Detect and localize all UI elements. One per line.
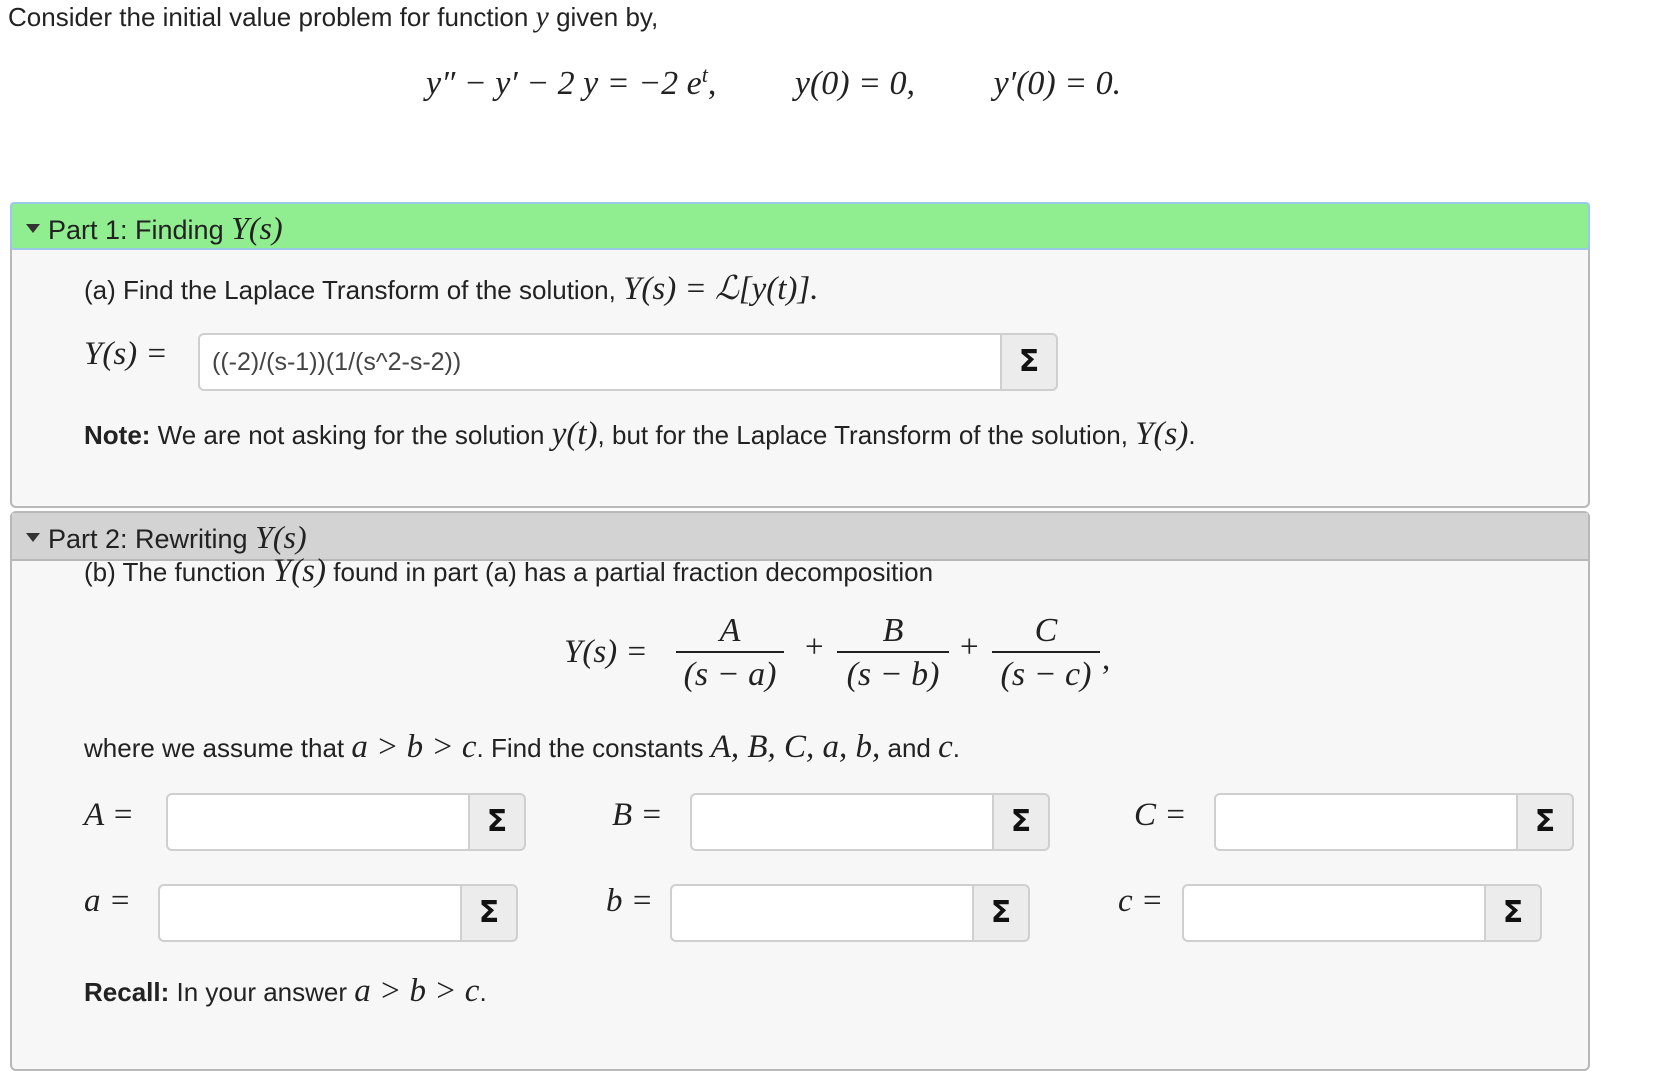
- ode-exponent: t: [701, 62, 708, 87]
- A-input[interactable]: [166, 793, 468, 851]
- C-input[interactable]: [1214, 793, 1516, 851]
- sigma-icon[interactable]: Σ: [460, 884, 518, 942]
- sigma-icon[interactable]: Σ: [468, 793, 526, 851]
- part1-question-math: Y(s) = ℒ[y(t)].: [623, 271, 819, 307]
- ys-answer-label: Y(s) =: [84, 336, 168, 372]
- assume-math: a > b > c: [351, 729, 477, 765]
- B-input-group: [690, 793, 1050, 851]
- A-input-group: [166, 793, 526, 851]
- part1-section: [10, 202, 1590, 508]
- fraction-b: [837, 611, 949, 693]
- assume-text-2: . Find the constants: [476, 733, 711, 763]
- sigma-icon[interactable]: Σ: [1516, 793, 1574, 851]
- sigma-icon[interactable]: Σ: [1000, 333, 1058, 391]
- decomp-lhs: Y(s) =: [564, 634, 648, 670]
- sigma-icon[interactable]: Σ: [1484, 884, 1542, 942]
- part2-title: Part 2: Rewriting: [48, 524, 256, 554]
- last-constant: c: [938, 729, 953, 765]
- B-label: B =: [612, 797, 663, 833]
- plus-sign-2: +: [960, 629, 979, 665]
- initial-condition-1: y(0) = 0,: [794, 65, 916, 103]
- recall-text: [84, 973, 487, 1010]
- a-input-group: [158, 884, 518, 942]
- ys-answer-input[interactable]: ((-2)/(s-1))(1/(s^2-s-2)): [198, 333, 1000, 391]
- sigma-icon[interactable]: Σ: [992, 793, 1050, 851]
- b-input[interactable]: [670, 884, 972, 942]
- fraction-a-numerator: A: [719, 612, 741, 649]
- recall-math: a > b > c: [354, 973, 480, 1009]
- part1-question: [84, 268, 819, 308]
- note-math-1: y(t): [551, 416, 598, 452]
- note-end: .: [1188, 420, 1196, 450]
- part2-question: [84, 553, 933, 590]
- assume-end: .: [952, 733, 960, 763]
- collapse-triangle-icon[interactable]: [26, 533, 40, 542]
- note-math-2: Y(s): [1135, 416, 1189, 452]
- b-input-group: [670, 884, 1030, 942]
- part1-title-math: Y(s): [231, 210, 283, 246]
- part2-section: [10, 511, 1590, 1071]
- A-label: A =: [84, 797, 135, 833]
- intro-text-end: given by,: [548, 2, 659, 32]
- b-label: b =: [606, 883, 654, 919]
- sigma-icon[interactable]: Σ: [972, 884, 1030, 942]
- c-label: c =: [1118, 883, 1164, 919]
- c-input-group: [1182, 884, 1542, 942]
- assume-text-3: and: [880, 733, 939, 763]
- fraction-b-numerator: B: [882, 612, 904, 649]
- decomp-comma: ,: [1102, 641, 1111, 677]
- plus-sign-1: +: [805, 629, 824, 665]
- part2-question-text-2: found in part (a) has a partial fraction decomposition: [326, 557, 934, 587]
- initial-condition-2: y′(0) = 0.: [993, 65, 1122, 103]
- part2-title-math: Y(s): [255, 519, 307, 555]
- intro-text: Consider the initial value problem for function: [8, 2, 536, 32]
- recall-end: .: [479, 977, 487, 1007]
- a-label: a =: [84, 883, 132, 919]
- fraction-b-denominator: (s − b): [846, 656, 940, 693]
- fraction-c: [992, 611, 1100, 693]
- ode-equation: [426, 62, 1121, 103]
- fraction-a: [676, 611, 784, 693]
- fraction-c-denominator: (s − c): [1000, 656, 1092, 693]
- part2-question-math: Y(s): [272, 553, 327, 589]
- assume-text-1: where we assume that: [84, 733, 352, 763]
- part2-question-text-1: (b) The function: [84, 557, 273, 587]
- ys-answer-group: [198, 333, 1058, 391]
- note-text-2: , but for the Laplace Transform of the solution,: [597, 420, 1136, 450]
- assumption-text: [84, 729, 960, 766]
- intro-var: y: [535, 0, 549, 33]
- a-input[interactable]: [158, 884, 460, 942]
- note-label: Note:: [84, 420, 151, 450]
- note-text-1: We are not asking for the solution: [150, 420, 552, 450]
- fraction-c-numerator: C: [1034, 612, 1058, 649]
- recall-label: Recall:: [84, 977, 170, 1007]
- collapse-triangle-icon[interactable]: [26, 224, 40, 233]
- C-input-group: [1214, 793, 1574, 851]
- c-input[interactable]: [1182, 884, 1484, 942]
- ode-comma: ,: [707, 65, 717, 103]
- recall-text-body: In your answer: [169, 977, 355, 1007]
- problem-intro: [8, 0, 658, 34]
- fraction-a-denominator: (s − a): [683, 656, 777, 693]
- constants-math: A, B, C, a, b,: [710, 729, 881, 765]
- part1-title: Part 1: Finding: [48, 215, 232, 245]
- B-input[interactable]: [690, 793, 992, 851]
- C-label: C =: [1134, 797, 1187, 833]
- part1-question-text: (a) Find the Laplace Transform of the solution,: [84, 275, 624, 305]
- part1-header[interactable]: [10, 202, 1590, 250]
- part1-note: [84, 416, 1196, 453]
- ode: y″ − y′ − 2 y = −2 e: [426, 65, 702, 103]
